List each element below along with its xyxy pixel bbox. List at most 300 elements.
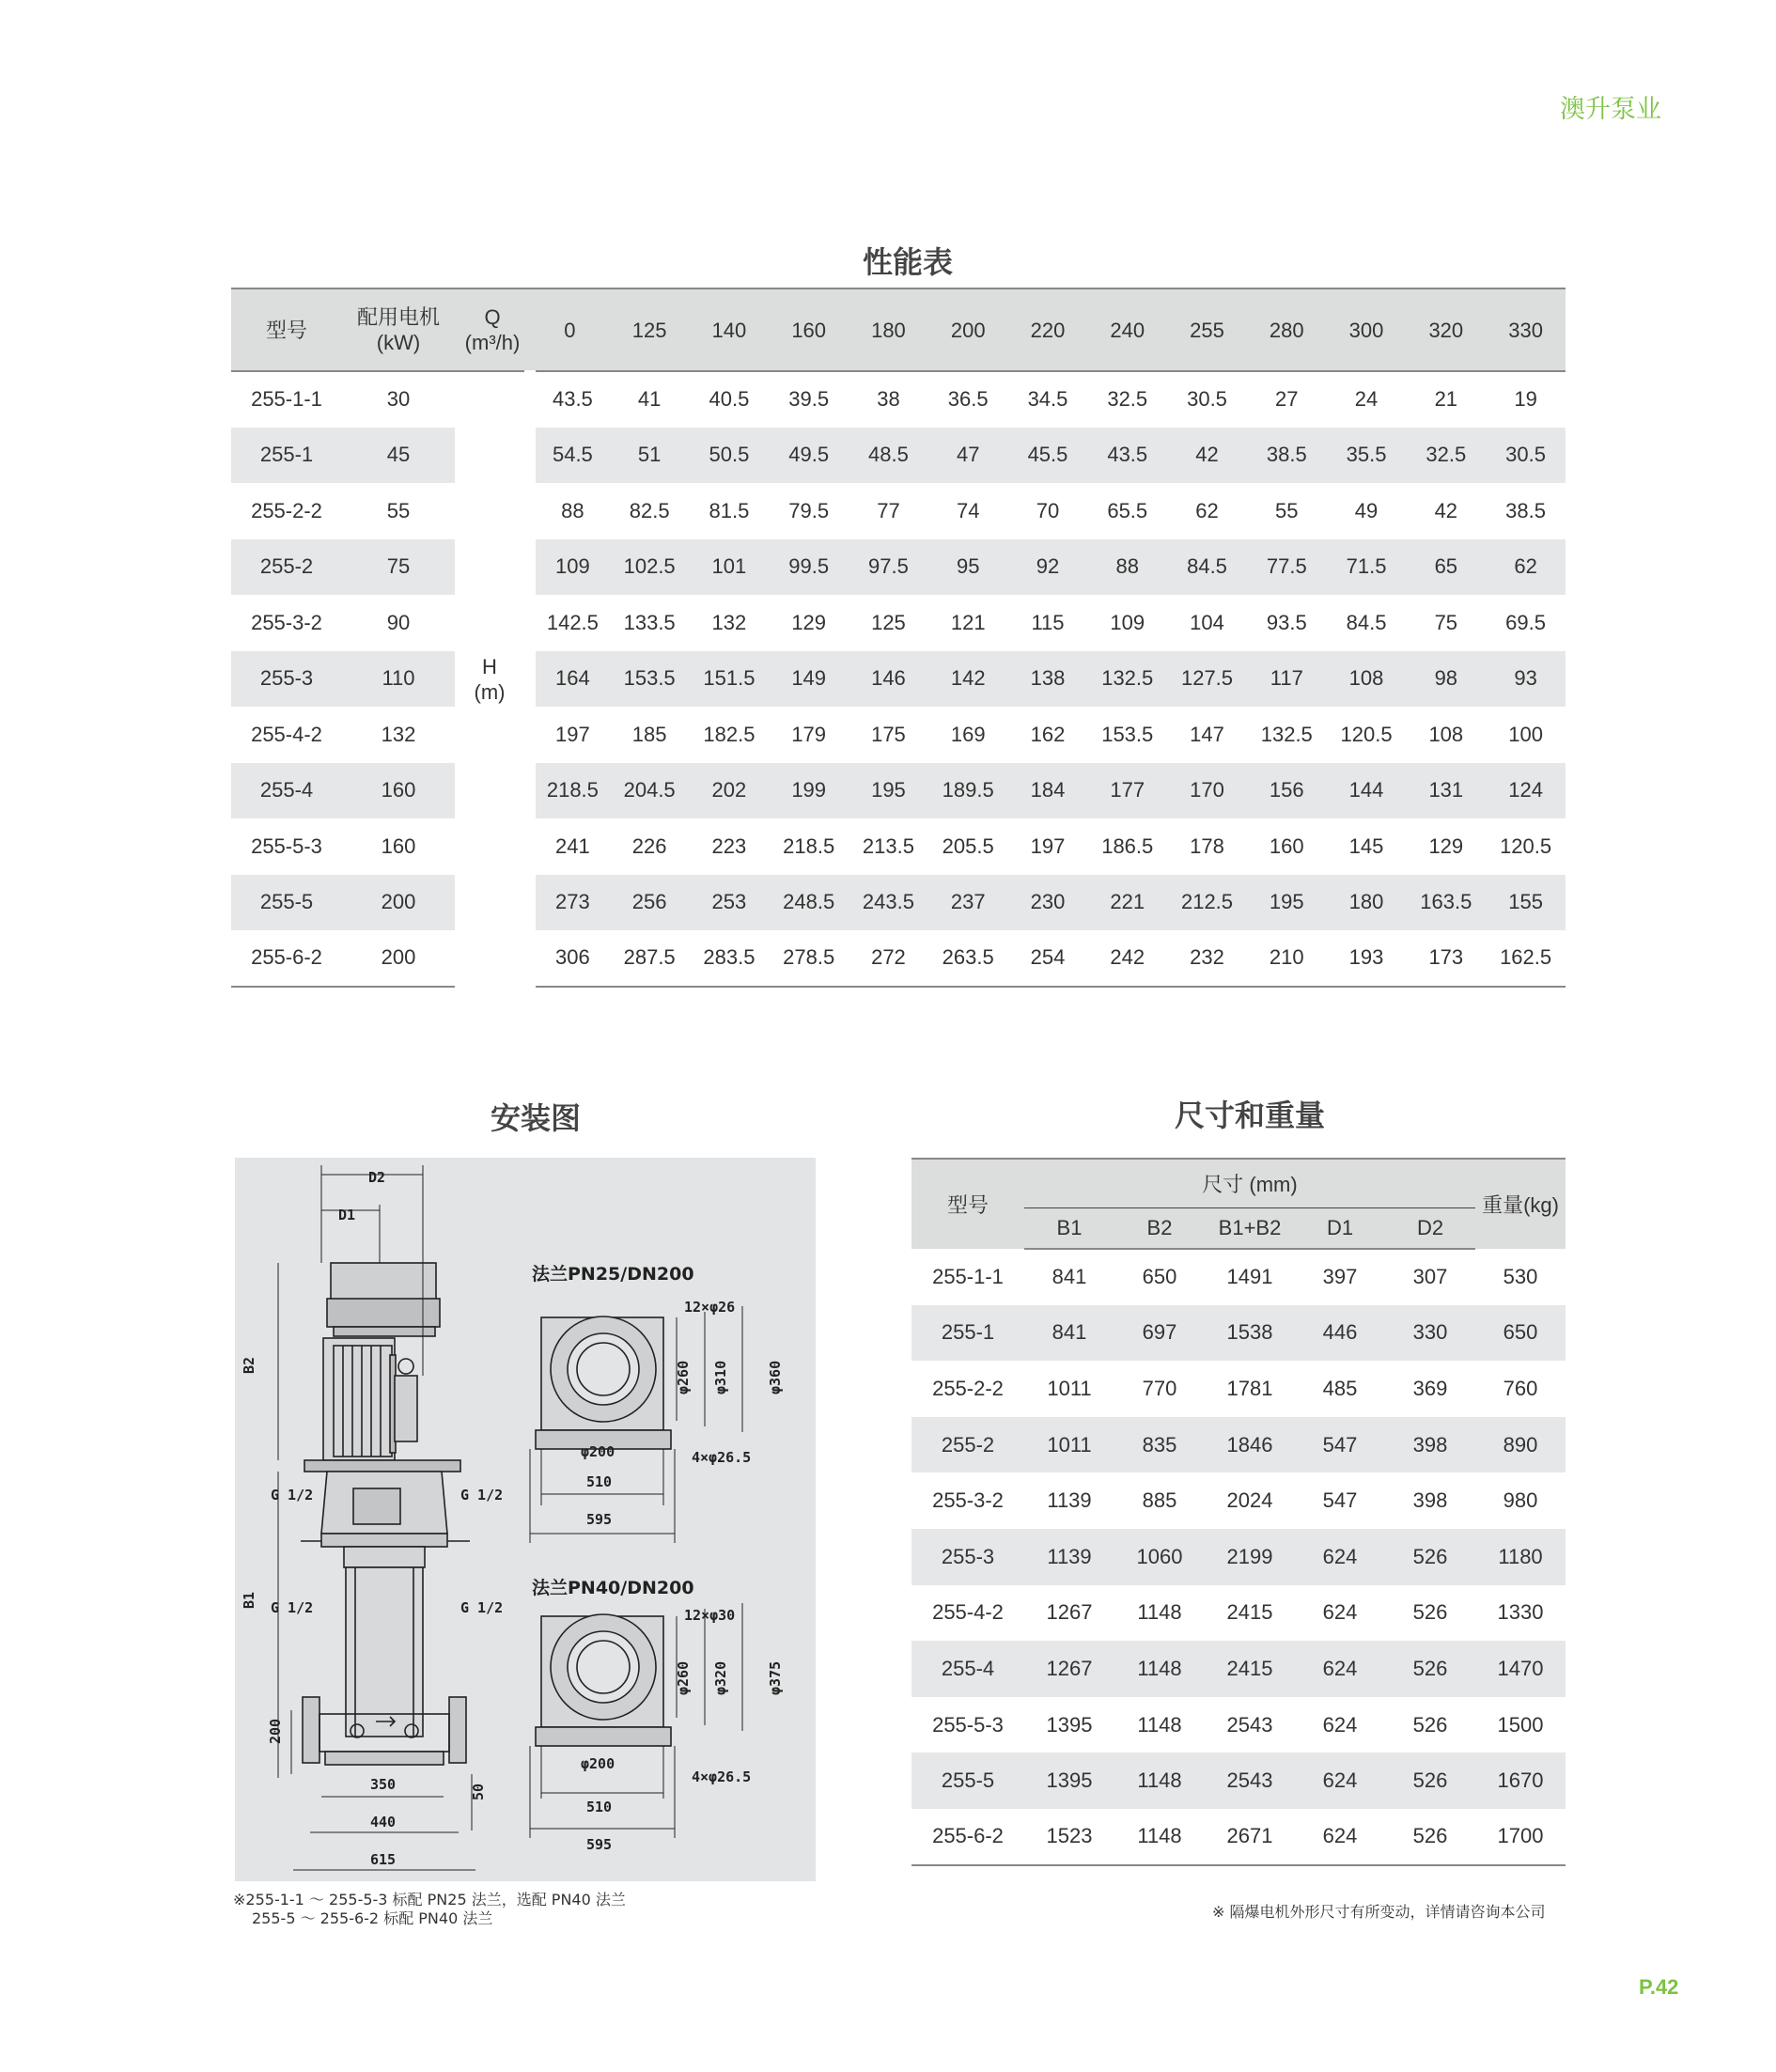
cell-head-value: 254	[1008, 930, 1088, 987]
pump-drawing-svg	[235, 1158, 816, 1881]
cell-head-value: 45.5	[1008, 428, 1088, 484]
table-row	[911, 1361, 1566, 1417]
header-flow-value: 200	[928, 288, 1008, 371]
cell-head-value: 124	[1486, 763, 1566, 819]
cell-head-value: 38	[877, 387, 900, 412]
cell-head-value: 62	[1195, 498, 1219, 522]
header-flow-value: 330	[1486, 288, 1566, 371]
cell-dimension: 2671	[1205, 1809, 1295, 1865]
cell-head-value: 49.5	[769, 428, 849, 484]
cell-head-value: 51	[610, 428, 690, 484]
cell-head-value: 104	[1190, 610, 1224, 634]
cell-weight: 1670	[1475, 1753, 1566, 1809]
header-flow-value: 0	[530, 288, 610, 371]
cell-dimension: 624	[1295, 1641, 1385, 1697]
cell-dimension: 1523	[1024, 1809, 1114, 1865]
cell-model: 255-3-2	[932, 1488, 1004, 1513]
install-title: 安装图	[490, 1100, 581, 1136]
cell-head-value: 102.5	[610, 539, 690, 596]
flange2-title: 法兰PN40/DN200	[532, 1578, 694, 1598]
cell-head-value: 173	[1406, 930, 1486, 987]
cell-head-value: 34.5	[1027, 387, 1068, 412]
cell-head-value: 133.5	[623, 610, 676, 634]
cell-head-value: 210	[1247, 930, 1327, 987]
table-row	[231, 428, 1566, 484]
cell-head-value: 43.5	[1087, 428, 1167, 484]
cell-head-value: 55	[1275, 498, 1299, 522]
cell-dimension: 624	[1322, 1600, 1358, 1625]
cell-head-value: 272	[849, 930, 928, 987]
cell-head-value: 131	[1406, 763, 1486, 819]
cell-head-value: 74	[956, 498, 980, 522]
cell-head-value: 132.5	[1260, 722, 1313, 746]
cell-head-label: H (m)	[474, 654, 506, 704]
cell-head-value: 212.5	[1167, 875, 1247, 931]
cell-head-value: 30.5	[1486, 428, 1566, 484]
install-drawing	[235, 1158, 816, 1881]
cell-head-value: 99.5	[769, 539, 849, 596]
flange1-d260: φ260	[675, 1360, 692, 1394]
table-row	[231, 371, 1566, 428]
cell-head-value: 43.5	[530, 371, 610, 428]
install-note	[233, 1891, 626, 1928]
cell-head-value: 42	[1434, 498, 1458, 522]
cell-head-value: 39.5	[788, 387, 830, 412]
table-row	[911, 1472, 1566, 1529]
cell-head-value: 30.5	[1187, 387, 1227, 412]
cell-head-value: 189.5	[928, 763, 1008, 819]
cell-dimension: 398	[1385, 1417, 1475, 1473]
cell-head-value: 164	[530, 651, 610, 708]
label-350: 350	[370, 1776, 397, 1793]
cell-head-value: 253	[690, 875, 770, 931]
flange2-d200: φ200	[581, 1755, 615, 1772]
cell-head-value: 147	[1190, 722, 1224, 746]
cell-head-value: 40.5	[709, 387, 750, 412]
flange1-bolts: 12×φ26	[684, 1299, 736, 1316]
cell-head-value: 153.5	[610, 651, 690, 708]
label-200: 200	[267, 1718, 284, 1744]
cell-dimension: 1491	[1226, 1265, 1273, 1289]
cell-motor-kw: 110	[342, 651, 455, 708]
cell-head-value: 241	[530, 818, 610, 875]
performance-table	[231, 288, 1566, 988]
cell-dimension: 526	[1412, 1712, 1448, 1737]
cell-head-value: 36.5	[947, 387, 989, 412]
cell-model: 255-4	[911, 1641, 1024, 1697]
flange1-510: 510	[586, 1473, 613, 1490]
cell-head-value: 153.5	[1101, 722, 1154, 746]
header-flow-value: 255	[1167, 288, 1247, 371]
dimensions-title: 尺寸和重量	[1174, 1098, 1325, 1133]
cell-head-value: 283.5	[690, 930, 770, 987]
cell-head-value: 237	[928, 875, 1008, 931]
cell-head-value: 42	[1167, 428, 1247, 484]
cell-dimension: 650	[1142, 1265, 1177, 1289]
cell-head-value: 93.5	[1266, 610, 1307, 634]
cell-dimension: 1011	[1047, 1376, 1092, 1400]
cell-head-value: 242	[1087, 930, 1167, 987]
cell-model: 255-1	[231, 428, 342, 484]
cell-head-value: 179	[791, 722, 827, 746]
cell-head-value: 142	[928, 651, 1008, 708]
table-row	[911, 1417, 1566, 1473]
cell-head-value: 226	[631, 833, 667, 858]
cell-head-value: 163.5	[1406, 875, 1486, 931]
cell-weight: 1180	[1475, 1529, 1566, 1585]
label-440: 440	[370, 1814, 397, 1831]
label-g-left-bottom: G 1/2	[271, 1599, 314, 1616]
header-flow-value: 240	[1087, 288, 1167, 371]
cell-dimension: 1148	[1114, 1641, 1205, 1697]
table-row	[231, 875, 1566, 931]
install-note-line2: 255-5 ～ 255-6-2 标配 PN40 法兰	[252, 1909, 493, 1927]
cell-dimension: 1060	[1114, 1529, 1205, 1585]
header-flow-value: 180	[849, 288, 928, 371]
cell-head-value: 75	[1434, 610, 1458, 634]
cell-dimension: 2199	[1205, 1529, 1295, 1585]
table-row	[911, 1753, 1566, 1809]
cell-dimension: 1267	[1024, 1641, 1114, 1697]
cell-head-value: 243.5	[849, 875, 928, 931]
cell-head-value: 129	[1428, 833, 1464, 858]
cell-head-value: 70	[1036, 498, 1060, 522]
table-row	[911, 1529, 1566, 1585]
cell-dimension: 841	[1024, 1305, 1114, 1362]
cell-dimension: 485	[1322, 1376, 1358, 1400]
cell-head-value: 170	[1167, 763, 1247, 819]
cell-head-value: 218.5	[783, 833, 835, 858]
cell-dimension: 526	[1385, 1753, 1475, 1809]
cell-head-value: 256	[610, 875, 690, 931]
cell-dimension: 369	[1412, 1376, 1448, 1400]
table-row	[911, 1809, 1566, 1865]
cell-dimension: 1781	[1226, 1376, 1273, 1400]
table-row	[231, 483, 1566, 539]
cell-head-value: 263.5	[928, 930, 1008, 987]
table-row	[911, 1697, 1566, 1753]
cell-head-value: 84.5	[1346, 610, 1387, 634]
cell-dimension: 1267	[1046, 1600, 1093, 1625]
table-row	[231, 707, 1566, 763]
cell-head-value: 162	[1030, 722, 1066, 746]
cell-head-value: 81.5	[709, 498, 750, 522]
table-row	[231, 651, 1566, 708]
cell-head-value: 95	[928, 539, 1008, 596]
table-row	[231, 539, 1566, 596]
header-flow-value: 320	[1406, 288, 1486, 371]
cell-motor-kw: 132	[381, 722, 416, 746]
flange2-d260: φ260	[675, 1660, 692, 1695]
cell-head-value: 132	[711, 610, 747, 634]
cell-model: 255-5	[911, 1753, 1024, 1809]
cell-dimension: 547	[1322, 1488, 1358, 1513]
cell-head-value: 278.5	[769, 930, 849, 987]
cell-head-value: 142.5	[530, 595, 610, 651]
cell-motor-kw: 30	[386, 387, 411, 412]
cell-dimension: 624	[1295, 1809, 1385, 1865]
cell-head-value: 109	[530, 539, 610, 596]
cell-dimension: 2543	[1226, 1712, 1273, 1737]
cell-weight: 1500	[1497, 1712, 1544, 1737]
flange2-595: 595	[586, 1836, 613, 1853]
cell-motor-kw: 160	[381, 833, 416, 858]
cell-dimension: 841	[1052, 1265, 1087, 1289]
dims-header-col: B2	[1114, 1207, 1205, 1249]
table-row	[911, 1305, 1566, 1362]
cell-dimension: 1148	[1114, 1809, 1205, 1865]
cell-head-value: 248.5	[769, 875, 849, 931]
cell-model: 255-6-2	[911, 1809, 1024, 1865]
label-50: 50	[470, 1783, 487, 1800]
cell-head-value: 121	[950, 610, 986, 634]
cell-model: 255-5-3	[932, 1712, 1004, 1737]
cell-dimension: 330	[1385, 1305, 1475, 1362]
cell-model: 255-4-2	[932, 1600, 1004, 1625]
dims-header-col: D2	[1385, 1207, 1475, 1249]
cell-weight: 890	[1475, 1417, 1566, 1473]
cell-dimension: 526	[1412, 1600, 1448, 1625]
cell-model: 255-3	[231, 651, 342, 708]
cell-dimension: 624	[1295, 1529, 1385, 1585]
cell-head-value: 195	[849, 763, 928, 819]
cell-weight: 1330	[1497, 1600, 1544, 1625]
cell-head-value: 54.5	[530, 428, 610, 484]
cell-head-value: 204.5	[610, 763, 690, 819]
flange1-d200: φ200	[581, 1443, 615, 1460]
cell-dimension: 770	[1142, 1376, 1177, 1400]
cell-head-value: 48.5	[849, 428, 928, 484]
cell-dimension: 307	[1412, 1265, 1448, 1289]
cell-dimension: 835	[1114, 1417, 1205, 1473]
cell-dimension: 547	[1295, 1417, 1385, 1473]
cell-head-value: 47	[928, 428, 1008, 484]
cell-head-value: 144	[1327, 763, 1407, 819]
cell-head-value: 120.5	[1340, 722, 1393, 746]
cell-head-value: 125	[871, 610, 906, 634]
flange2-d320: φ320	[712, 1660, 729, 1695]
cell-head-value: 178	[1190, 833, 1224, 858]
cell-model: 255-1-1	[251, 387, 322, 412]
header-flow-value: 125	[610, 288, 690, 371]
cell-head-value: 108	[1327, 651, 1407, 708]
cell-motor-kw: 160	[342, 763, 455, 819]
cell-head-value: 98	[1406, 651, 1486, 708]
cell-head-value: 84.5	[1167, 539, 1247, 596]
cell-dimension: 624	[1295, 1753, 1385, 1809]
cell-head-value: 101	[690, 539, 770, 596]
flange2-bolts: 12×φ30	[684, 1607, 736, 1624]
dimensions-note: ※ 隔爆电机外形尺寸有所变动，详情请咨询本公司	[1212, 1903, 1546, 1921]
cell-head-value: 49	[1354, 498, 1379, 522]
cell-head-value: 132.5	[1087, 651, 1167, 708]
brand-name: 澳升泵业	[1560, 95, 1661, 124]
cell-motor-kw: 55	[386, 498, 411, 522]
cell-model: 255-4-2	[251, 722, 322, 746]
cell-head-value: 35.5	[1327, 428, 1407, 484]
cell-head-value: 77	[877, 498, 900, 522]
table-row	[231, 763, 1566, 819]
dims-header-col: D1	[1295, 1207, 1385, 1249]
cell-weight: 530	[1503, 1264, 1538, 1288]
table-row	[231, 595, 1566, 651]
cell-dimension: 1846	[1205, 1417, 1295, 1473]
cell-head-value: 197	[1030, 833, 1066, 858]
cell-dimension: 2415	[1205, 1641, 1295, 1697]
table-row	[231, 818, 1566, 875]
cell-head-value: 109	[1110, 610, 1145, 634]
label-d2: D2	[368, 1169, 386, 1186]
cell-motor-kw: 75	[342, 539, 455, 596]
cell-weight: 760	[1503, 1376, 1538, 1400]
cell-head-value: 38.5	[1505, 498, 1546, 522]
cell-dimension: 1139	[1047, 1488, 1092, 1513]
cell-head-value: 193	[1327, 930, 1407, 987]
cell-model: 255-2-2	[251, 498, 322, 522]
cell-head-value: 38.5	[1247, 428, 1327, 484]
header-flow-value: 160	[769, 288, 849, 371]
table-row	[231, 930, 1566, 987]
cell-head-value: 71.5	[1327, 539, 1407, 596]
label-615: 615	[370, 1851, 397, 1868]
cell-motor-kw: 200	[342, 930, 455, 987]
label-d1: D1	[338, 1207, 356, 1223]
cell-head-value: 65	[1406, 539, 1486, 596]
cell-dimension: 1395	[1024, 1753, 1114, 1809]
cell-dimension: 397	[1322, 1265, 1358, 1289]
cell-head-value: 205.5	[942, 833, 994, 858]
cell-dimension: 885	[1142, 1488, 1177, 1513]
cell-head-value: 156	[1247, 763, 1327, 819]
header-flow-value: 280	[1247, 288, 1327, 371]
cell-motor-kw: 200	[342, 875, 455, 931]
cell-head-value: 197	[530, 707, 610, 763]
flange1-title: 法兰PN25/DN200	[532, 1264, 694, 1285]
cell-model: 255-1	[911, 1305, 1024, 1362]
cell-dimension: 2415	[1226, 1600, 1273, 1625]
cell-head-value: 160	[1269, 833, 1304, 858]
dims-header-model: 型号	[911, 1159, 1024, 1249]
flange2-510: 510	[586, 1799, 613, 1815]
cell-head-value: 230	[1008, 875, 1088, 931]
flange1-d360: φ360	[767, 1360, 784, 1394]
cell-head-value: 223	[711, 833, 747, 858]
cell-head-value: 149	[769, 651, 849, 708]
label-b2: B2	[241, 1356, 257, 1374]
cell-dimension: 1148	[1137, 1600, 1182, 1625]
dims-header-col: B1+B2	[1205, 1207, 1295, 1249]
table-row	[911, 1249, 1566, 1305]
cell-head-value: 50.5	[690, 428, 770, 484]
cell-head-value: 97.5	[849, 539, 928, 596]
cell-head-value: 218.5	[530, 763, 610, 819]
cell-model: 255-2	[911, 1417, 1024, 1473]
cell-head-value: 129	[791, 610, 827, 634]
label-g-right-bottom: G 1/2	[460, 1599, 504, 1616]
cell-head-value: 145	[1348, 833, 1384, 858]
flange1-holes: 4×φ26.5	[692, 1449, 752, 1466]
flange1-595: 595	[586, 1511, 613, 1528]
header-model: 型号	[231, 288, 342, 371]
cell-dimension: 526	[1385, 1809, 1475, 1865]
cell-dimension: 1148	[1114, 1753, 1205, 1809]
cell-weight: 980	[1503, 1488, 1538, 1513]
cell-head-value: 306	[530, 930, 610, 987]
cell-head-value: 186.5	[1101, 833, 1154, 858]
cell-motor-kw: 45	[342, 428, 455, 484]
table-row	[911, 1585, 1566, 1642]
flange2-d375: φ375	[767, 1660, 784, 1695]
cell-motor-kw: 90	[386, 610, 411, 634]
cell-head-value: 182.5	[703, 722, 756, 746]
cell-head-value: 195	[1247, 875, 1327, 931]
label-g-right-top: G 1/2	[460, 1487, 504, 1503]
cell-head-value: 202	[690, 763, 770, 819]
cell-head-value: 27	[1275, 387, 1299, 412]
cell-head-value: 184	[1008, 763, 1088, 819]
cell-head-value: 287.5	[610, 930, 690, 987]
page-number: P.42	[1639, 1975, 1679, 1999]
cell-head-value: 213.5	[862, 833, 914, 858]
dims-header-weight: 重量(kg)	[1475, 1159, 1566, 1249]
table-row	[911, 1641, 1566, 1697]
cell-head-value: 77.5	[1247, 539, 1327, 596]
cell-dimension: 1011	[1024, 1417, 1114, 1473]
cell-head-value: 41	[637, 387, 662, 412]
cell-head-value: 88	[1087, 539, 1167, 596]
cell-dimension: 398	[1412, 1488, 1448, 1513]
header-flow-value: 300	[1327, 288, 1407, 371]
cell-head-value: 69.5	[1505, 610, 1546, 634]
cell-head-value: 32.5	[1406, 428, 1486, 484]
cell-head-value: 175	[871, 722, 906, 746]
cell-head-value: 162.5	[1486, 930, 1566, 987]
cell-head-value: 100	[1508, 722, 1543, 746]
flange2-holes: 4×φ26.5	[692, 1768, 752, 1785]
cell-dimension: 446	[1295, 1305, 1385, 1362]
cell-head-value: 115	[1031, 610, 1065, 634]
cell-weight: 650	[1475, 1305, 1566, 1362]
cell-head-value: 127.5	[1167, 651, 1247, 708]
cell-head-value: 232	[1167, 930, 1247, 987]
cell-dimension: 526	[1385, 1641, 1475, 1697]
label-b1: B1	[241, 1591, 257, 1609]
install-note-line1: ※255-1-1 ～ 255-5-3 标配 PN25 法兰，选配 PN40 法兰	[233, 1891, 626, 1908]
cell-model: 255-1-1	[932, 1264, 1004, 1288]
cell-head-value: 221	[1087, 875, 1167, 931]
cell-head-value: 24	[1354, 387, 1379, 412]
cell-dimension: 1139	[1024, 1529, 1114, 1585]
dimensions-table	[911, 1158, 1566, 1866]
cell-dimension: 624	[1322, 1712, 1358, 1737]
header-motor: 配用电机 (kW)	[342, 288, 455, 371]
cell-head-value: 108	[1428, 722, 1464, 746]
label-g-left-top: G 1/2	[271, 1487, 314, 1503]
cell-model: 255-3	[911, 1529, 1024, 1585]
cell-model: 255-2-2	[932, 1376, 1004, 1400]
cell-model: 255-5	[231, 875, 342, 931]
cell-head-value: 146	[849, 651, 928, 708]
cell-dimension: 526	[1385, 1529, 1475, 1585]
cell-head-value: 21	[1434, 387, 1458, 412]
dims-header-col: B1	[1024, 1207, 1114, 1249]
cell-head-value: 82.5	[629, 498, 670, 522]
cell-head-value: 151.5	[690, 651, 770, 708]
performance-header-row	[231, 288, 1566, 371]
cell-head-value: 180	[1327, 875, 1407, 931]
cell-head-value: 120.5	[1500, 833, 1552, 858]
cell-head-value: 79.5	[788, 498, 830, 522]
